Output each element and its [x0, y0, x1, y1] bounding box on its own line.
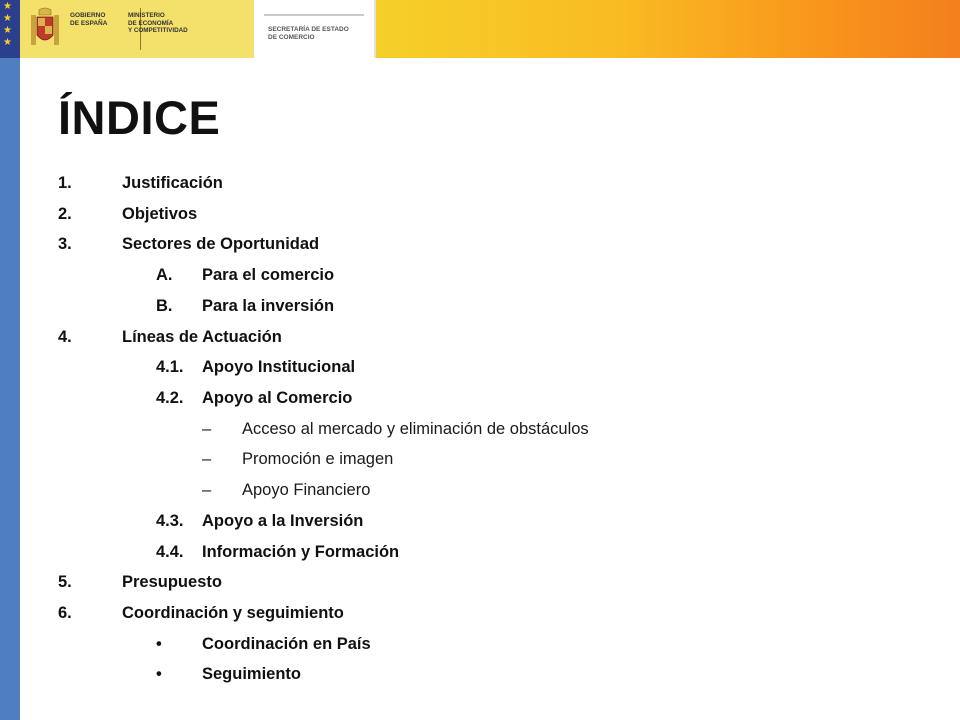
bullet-marker: • — [156, 665, 162, 683]
toc-letter: A. — [156, 266, 173, 284]
toc-number: 3. — [58, 235, 72, 253]
header-bar — [0, 0, 960, 58]
spain-crest-icon — [28, 7, 62, 51]
secretary-divider — [264, 14, 364, 16]
dash-marker: – — [202, 450, 212, 468]
government-logo-block — [20, 0, 254, 58]
toc-number: 4.3. — [156, 512, 184, 530]
toc-label: Presupuesto — [122, 573, 222, 591]
toc-label: Acceso al mercado y eliminación de obstáculos — [242, 420, 589, 438]
toc-number: 4. — [58, 328, 72, 346]
page-title: ÍNDICE — [58, 91, 221, 144]
toc-number: 6. — [58, 604, 72, 622]
eu-flag-icon: ★ ★ ★ ★ — [0, 0, 20, 58]
toc-number: 5. — [58, 573, 72, 591]
toc-label: Apoyo al Comercio — [202, 389, 353, 407]
toc-label: Información y Formación — [202, 543, 400, 561]
toc-label: Objetivos — [122, 205, 198, 223]
toc-label: Sectores de Oportunidad — [122, 235, 320, 253]
government-name: GOBIERNO DE ESPAÑA — [70, 12, 108, 27]
ministry-name: MINISTERIO DE ECONOMÍA Y COMPETITIVIDAD — [128, 12, 188, 34]
toc-number: 4.2. — [156, 389, 184, 407]
toc-label: Apoyo Financiero — [242, 481, 371, 499]
toc-label: Para la inversión — [202, 297, 335, 315]
dash-marker: – — [202, 481, 212, 499]
bullet-marker: • — [156, 635, 162, 653]
toc-number: 1. — [58, 174, 72, 192]
toc-number: 4.4. — [156, 543, 184, 561]
toc-label: Promoción e imagen — [242, 450, 394, 468]
toc-label: Seguimiento — [202, 665, 302, 683]
toc-number: 4.1. — [156, 358, 184, 376]
toc-label: Líneas de Actuación — [122, 328, 282, 346]
toc-number: 2. — [58, 205, 72, 223]
left-blue-stripe — [0, 58, 20, 720]
dash-marker: – — [202, 420, 212, 438]
toc-label: Para el comercio — [202, 266, 335, 284]
toc-label: Coordinación en País — [202, 635, 371, 653]
toc-label: Coordinación y seguimiento — [122, 604, 344, 622]
secretary-name: SECRETARÍA DE ESTADO DE COMERCIO — [268, 26, 349, 41]
toc-label: Justificación — [122, 174, 223, 192]
secretary-block — [254, 0, 376, 58]
toc-label: Apoyo a la Inversión — [202, 512, 364, 530]
toc-label: Apoyo Institucional — [202, 358, 356, 376]
toc-letter: B. — [156, 297, 173, 315]
